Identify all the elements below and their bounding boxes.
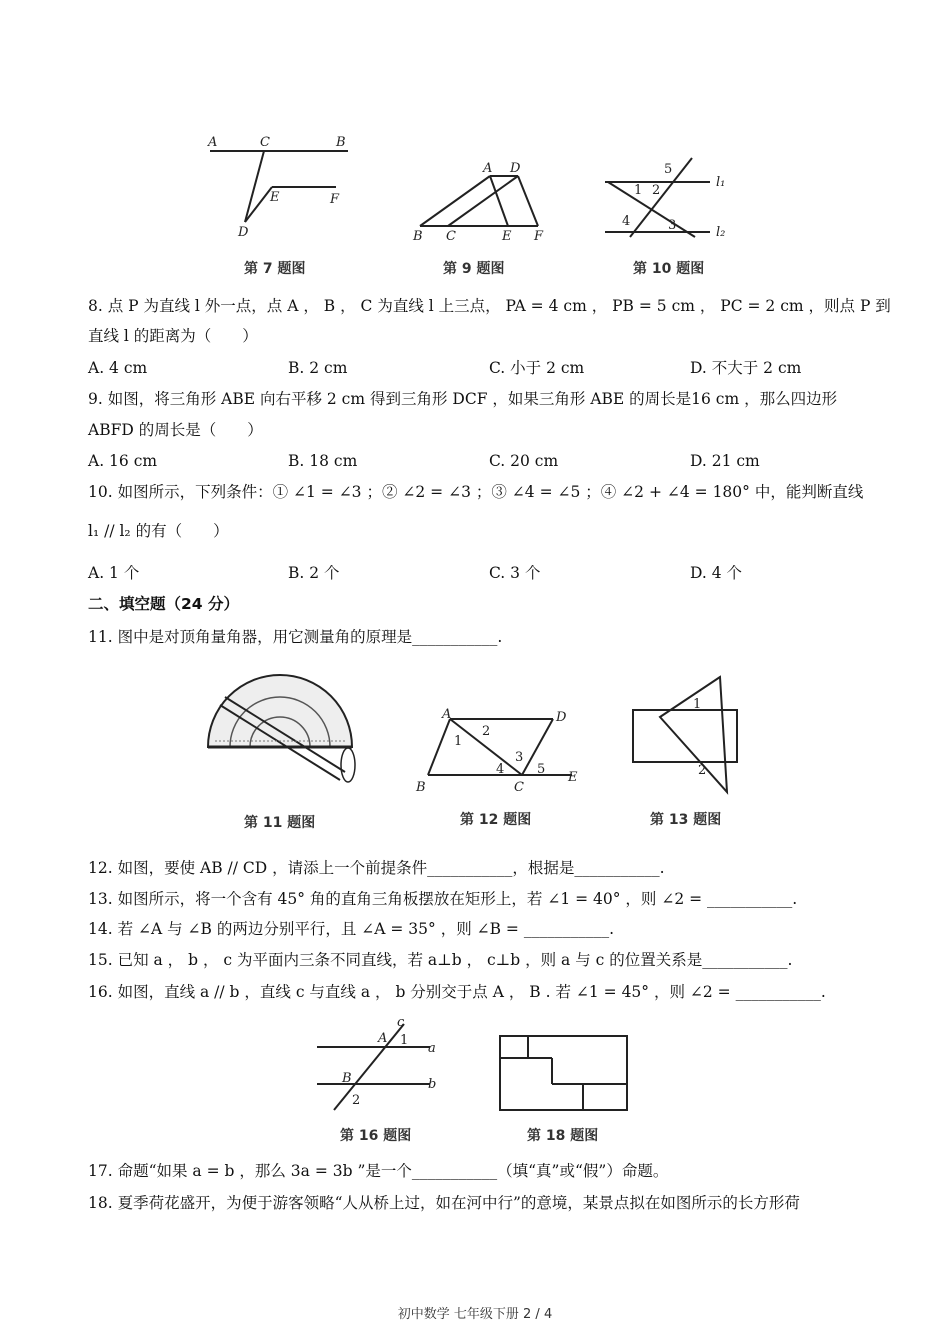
label-5: 5 — [537, 762, 546, 777]
label-E: E — [568, 770, 578, 785]
label-E: E — [270, 190, 280, 205]
q9-option-a: A. 16 cm — [88, 452, 158, 470]
label-C: C — [514, 780, 524, 795]
label-B: B — [416, 780, 426, 795]
label-2: 2 — [698, 763, 707, 778]
q15-text: 15. 已知 a ， b ， c 为平面内三条不同直线，若 a⊥b ， c⊥b ，则 a 与 c 的位置关系是___________. — [88, 951, 793, 969]
q10-option-d: D. 4 个 — [690, 564, 743, 582]
q10-option-c: C. 3 个 — [489, 564, 541, 582]
caption-fig13: 第 13 题图 — [650, 812, 722, 828]
q10-option-a: A. 1 个 — [88, 564, 140, 582]
label-l1: l₁ — [716, 175, 726, 190]
q16-text: 16. 如图，直线 a // b ，直线 c 与直线 a ， b 分别交于点 A ， B . 若 ∠1 = 45° ，则 ∠2 = ___________. — [88, 983, 826, 1001]
q17-text: 17. 命题“如果 a = b ，那么 3a = 3b ”是一个___________（填“真”或“假”）命题。 — [88, 1162, 669, 1180]
caption-fig10: 第 10 题图 — [633, 261, 705, 277]
figure-12 — [410, 705, 585, 800]
label-D: D — [238, 225, 249, 240]
label-5: 5 — [664, 162, 673, 177]
label-l2: l₂ — [716, 225, 726, 240]
caption-fig16: 第 16 题图 — [340, 1128, 412, 1144]
caption-fig12: 第 12 题图 — [460, 812, 532, 828]
label-1: 1 — [693, 697, 702, 712]
label-1: 1 — [454, 734, 463, 749]
caption-fig18: 第 18 题图 — [527, 1128, 599, 1144]
figure-9 — [410, 160, 555, 245]
q8-line2: 直线 l 的距离为（ ） — [88, 327, 258, 345]
label-A: A — [442, 707, 452, 722]
q10-line1: 10. 如图所示，下列条件：① ∠1 = ∠3 ；② ∠2 = ∠3 ；③ ∠4 = ∠5 ；④ ∠2 + ∠4 = 180° 中，能判断直线 — [88, 483, 864, 501]
label-B: B — [336, 135, 346, 150]
section-title-fill-in: 二、填空题（24 分） — [88, 595, 239, 613]
q9-option-d: D. 21 cm — [690, 452, 760, 470]
figure-7 — [200, 130, 360, 245]
q8-option-d: D. 不大于 2 cm — [690, 359, 802, 377]
q10-option-b: B. 2 个 — [288, 564, 340, 582]
label-4: 4 — [622, 214, 631, 229]
caption-fig11: 第 11 题图 — [244, 815, 316, 831]
label-E: E — [502, 229, 512, 244]
q13-text: 13. 如图所示，将一个含有 45° 角的直角三角板摆放在矩形上，若 ∠1 = 40° ，则 ∠2 = ___________. — [88, 890, 798, 908]
caption-fig9: 第 9 题图 — [443, 261, 505, 277]
q9-line1: 9. 如图，将三角形 ABE 向右平移 2 cm 得到三角形 DCF ，如果三角形 ABE 的周长是16 cm ，那么四边形 — [88, 390, 838, 408]
label-2: 2 — [652, 183, 661, 198]
q11-text: 11. 图中是对顶角量角器，用它测量角的原理是___________. — [88, 628, 503, 646]
q14-text: 14. 若 ∠A 与 ∠B 的两边分别平行，且 ∠A = 35° ，则 ∠B = ___________. — [88, 920, 615, 938]
q9-option-b: B. 18 cm — [288, 452, 358, 470]
label-1: 1 — [634, 183, 643, 198]
figure-10 — [600, 155, 750, 245]
q9-line2: ABFD 的周长是（ ） — [88, 421, 263, 439]
label-A: A — [378, 1031, 388, 1046]
q8-option-b: B. 2 cm — [288, 359, 348, 377]
q8-option-c: C. 小于 2 cm — [489, 359, 585, 377]
label-C: C — [260, 135, 270, 150]
figure-11-protractor — [200, 665, 360, 785]
label-D: D — [556, 710, 567, 725]
label-C: C — [446, 229, 456, 244]
label-b: b — [428, 1077, 437, 1092]
q8-line1: 8. 点 P 为直线 l 外一点，点 A ， B ， C 为直线 l 上三点， PA = 4 cm ， PB = 5 cm ， PC = 2 cm ，则点 P 到 — [88, 297, 891, 315]
q8-option-a: A. 4 cm — [88, 359, 148, 377]
label-2: 2 — [352, 1093, 361, 1108]
label-B: B — [413, 229, 423, 244]
label-3: 3 — [515, 750, 524, 765]
label-3: 3 — [668, 218, 677, 233]
caption-fig7: 第 7 题图 — [244, 261, 306, 277]
label-4: 4 — [496, 762, 505, 777]
label-a: a — [428, 1041, 436, 1056]
label-A: A — [208, 135, 218, 150]
label-D: D — [510, 161, 521, 176]
figure-18 — [495, 1032, 635, 1112]
page-footer: 初中数学 七年级下册 2 / 4 — [397, 1307, 553, 1322]
q9-option-c: C. 20 cm — [489, 452, 559, 470]
label-c: c — [397, 1015, 405, 1030]
label-B: B — [342, 1071, 352, 1086]
q12-text: 12. 如图，要使 AB // CD ，请添上一个前提条件___________，根据是___________. — [88, 859, 665, 877]
figure-13 — [625, 672, 745, 797]
label-2: 2 — [482, 724, 491, 739]
q10-line2: l₁ // l₂ 的有（ ） — [88, 522, 229, 540]
q18-text: 18. 夏季荷花盛开，为便于游客领略“人从桥上过，如在河中行”的意境，某景点拟在如图所示的长方形荷 — [88, 1194, 800, 1212]
label-F: F — [330, 192, 340, 207]
label-1: 1 — [400, 1033, 409, 1048]
figure-16 — [312, 1015, 452, 1113]
label-A: A — [483, 161, 493, 176]
label-F: F — [534, 229, 544, 244]
